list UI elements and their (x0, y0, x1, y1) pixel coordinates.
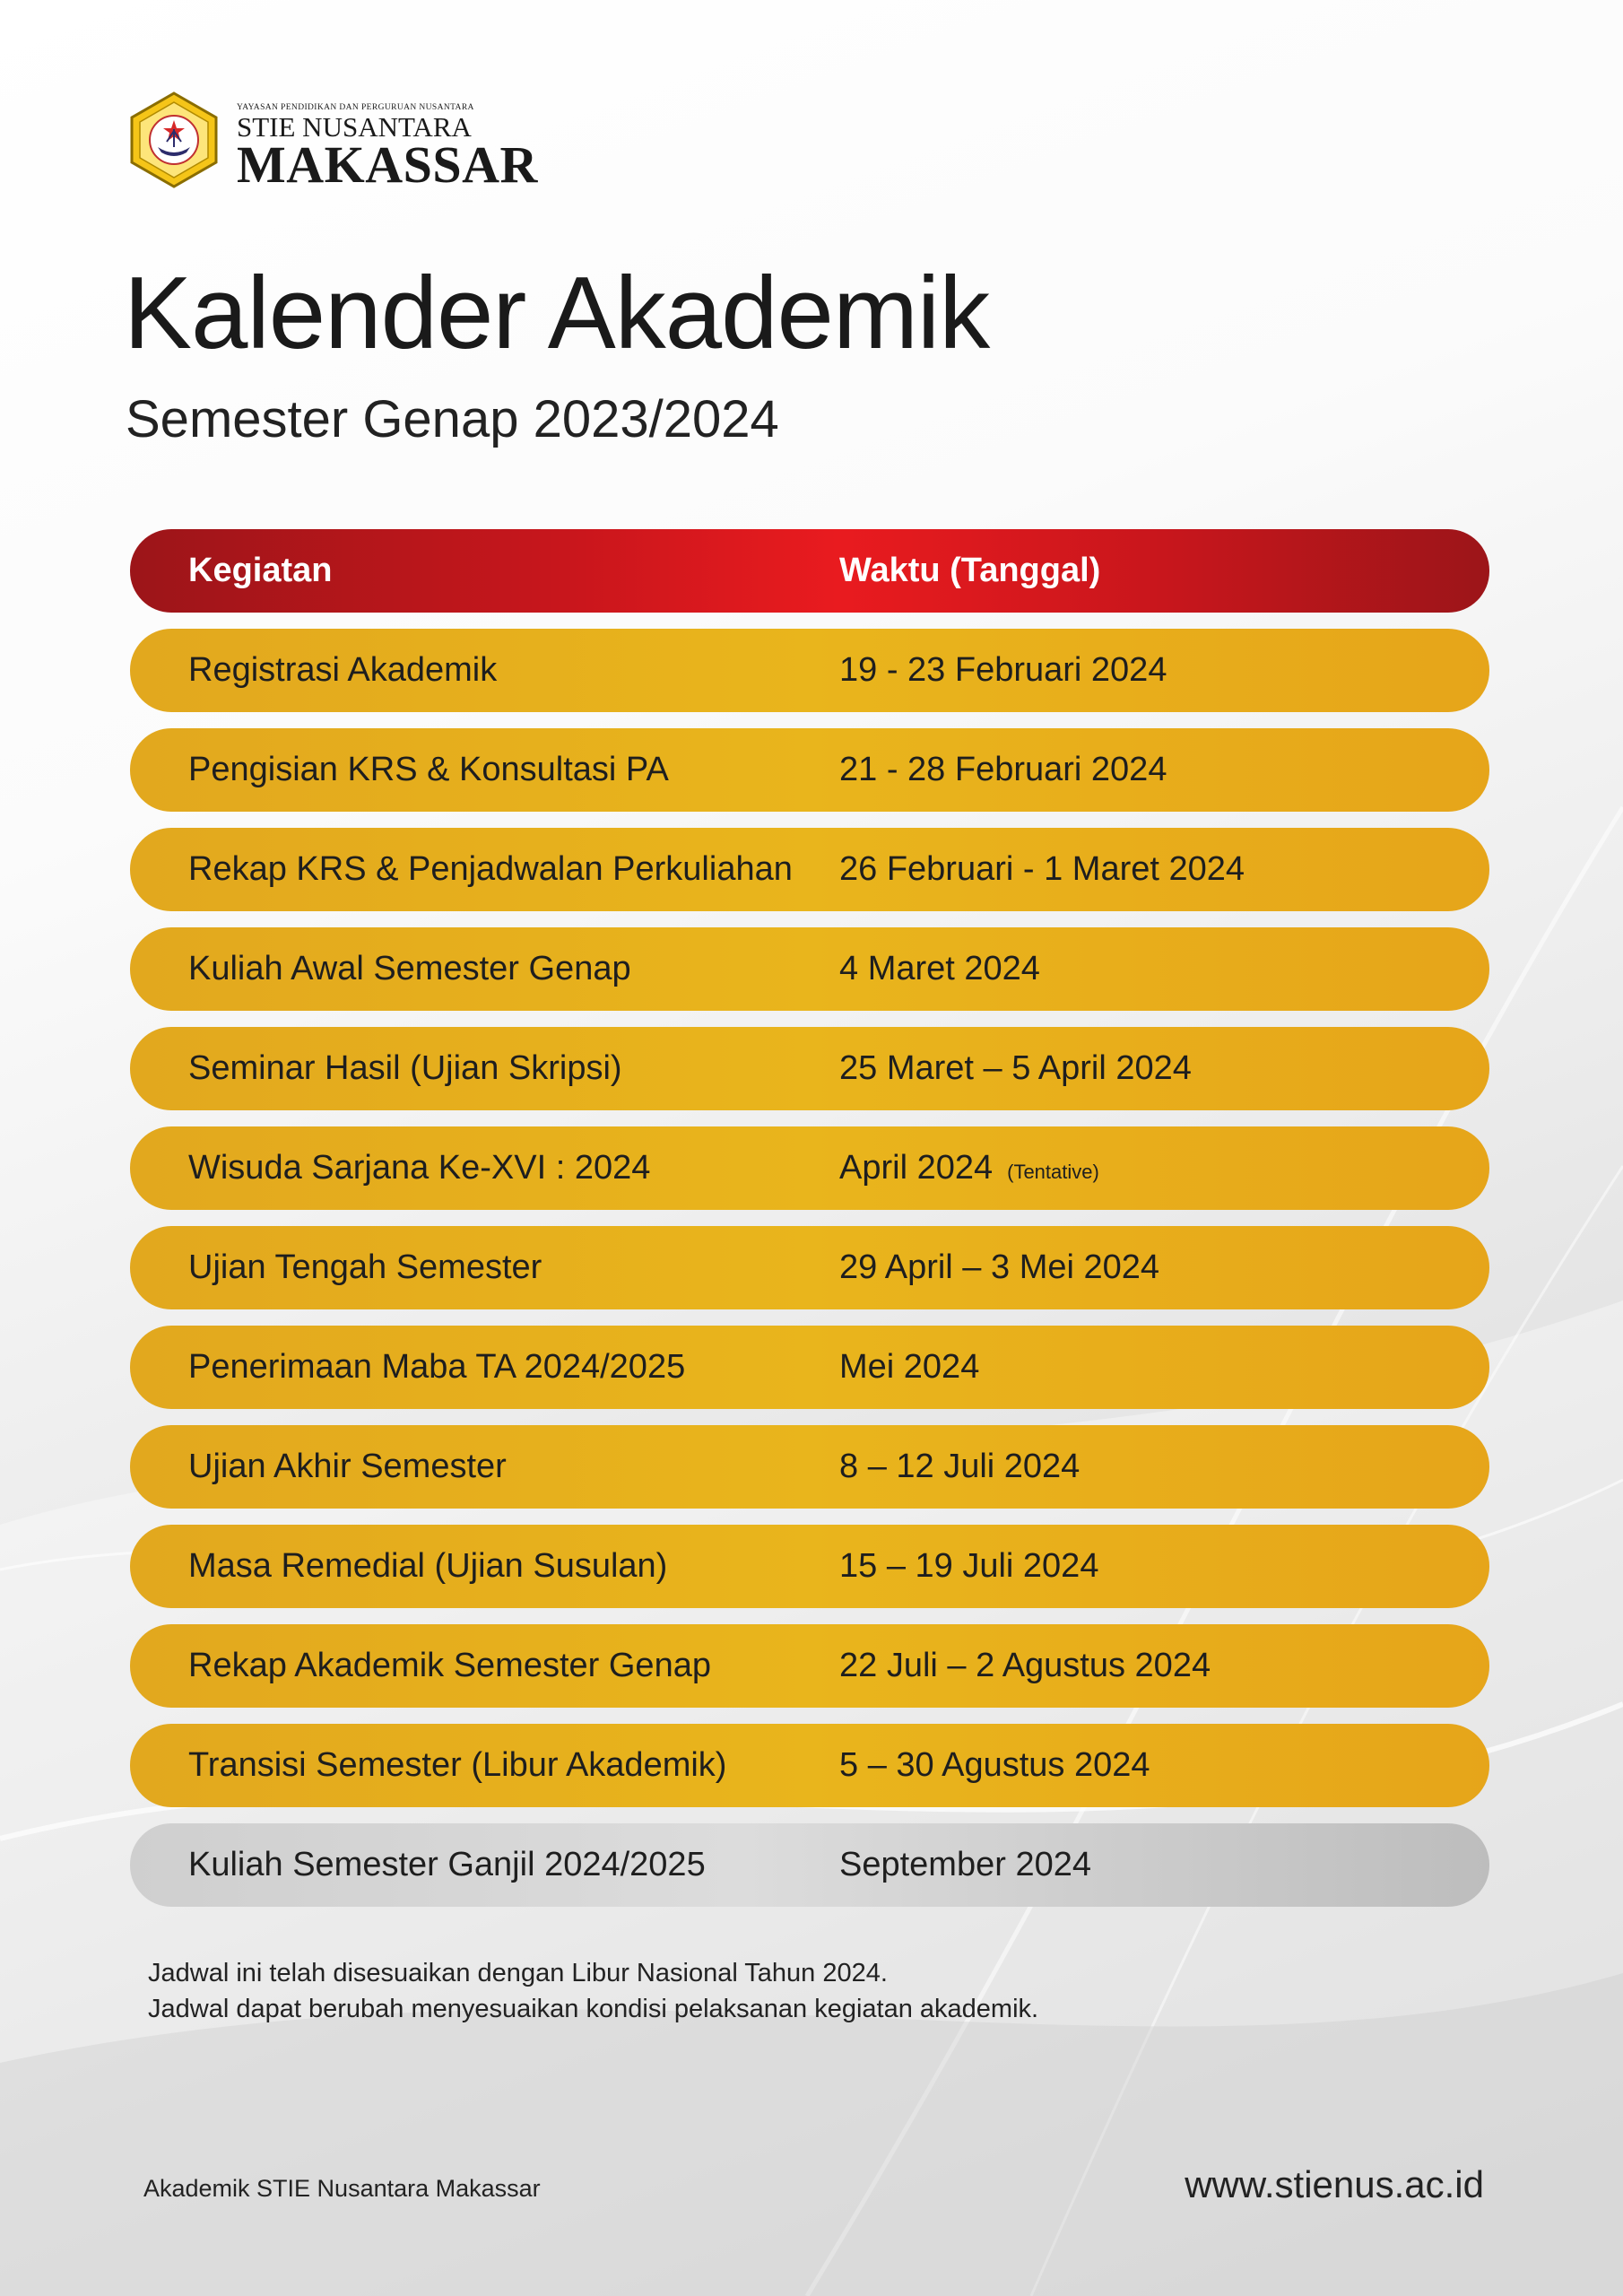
row-date: 22 Juli – 2 Agustus 2024 (839, 1647, 1211, 1684)
table-row (130, 927, 1489, 1011)
table-row (130, 1724, 1489, 1807)
row-date: 19 - 23 Februari 2024 (839, 651, 1167, 689)
calendar-table (130, 529, 1489, 1923)
row-date-cell (839, 1149, 1489, 1187)
page-title: Kalender Akademik (124, 257, 990, 370)
table-row (130, 629, 1489, 712)
row-activity: Rekap Akademik Semester Genap (188, 1647, 711, 1684)
logo-foundation-text: YAYASAN PENDIDIKAN DAN PERGURUAN NUSANTARA (237, 103, 474, 112)
note-line: Jadwal dapat berubah menyesuaikan kondisi pelaksanan kegiatan akademik. (148, 1995, 1039, 2023)
table-row (130, 1326, 1489, 1409)
row-date: 5 – 30 Agustus 2024 (839, 1746, 1150, 1784)
table-row (130, 1624, 1489, 1708)
emblem-icon (124, 90, 224, 190)
table-row (130, 1425, 1489, 1509)
row-date: 4 Maret 2024 (839, 950, 1040, 987)
row-activity: Seminar Hasil (Ujian Skripsi) (188, 1049, 622, 1087)
row-activity: Ujian Tengah Semester (188, 1248, 542, 1286)
page-subtitle: Semester Genap 2023/2024 (126, 390, 779, 448)
footer-website: www.stienus.ac.id (1185, 2163, 1484, 2205)
schedule-notes (148, 1955, 1038, 2027)
row-date: September 2024 (839, 1846, 1091, 1883)
row-activity: Transisi Semester (Libur Akademik) (188, 1746, 727, 1784)
logo-line2: MAKASSAR (237, 135, 538, 194)
table-row (130, 828, 1489, 911)
institution-logo (124, 90, 538, 194)
row-date: 15 – 19 Juli 2024 (839, 1547, 1099, 1585)
row-activity: Kuliah Awal Semester Genap (188, 950, 631, 987)
table-row (130, 1525, 1489, 1608)
row-activity: Penerimaan Maba TA 2024/2025 (188, 1348, 686, 1386)
table-row (130, 1226, 1489, 1309)
header-activity: Kegiatan (188, 552, 333, 589)
header-date: Waktu (Tanggal) (839, 552, 1101, 589)
row-activity: Kuliah Semester Ganjil 2024/2025 (188, 1846, 706, 1883)
table-row (130, 1126, 1489, 1210)
row-date: Mei 2024 (839, 1348, 980, 1386)
logo-line1: STIE NUSANTARA (237, 111, 472, 143)
row-activity: Rekap KRS & Penjadwalan Perkuliahan (188, 850, 793, 888)
row-date: April 2024 (839, 1149, 994, 1187)
row-date: 29 April – 3 Mei 2024 (839, 1248, 1160, 1286)
row-activity: Pengisian KRS & Konsultasi PA (188, 751, 669, 788)
row-date: 21 - 28 Februari 2024 (839, 751, 1167, 788)
table-row (130, 728, 1489, 812)
row-activity: Registrasi Akademik (188, 651, 498, 689)
row-activity: Masa Remedial (Ujian Susulan) (188, 1547, 668, 1585)
row-activity: Wisuda Sarjana Ke-XVI : 2024 (188, 1149, 651, 1187)
row-date: 8 – 12 Juli 2024 (839, 1448, 1081, 1485)
table-row (130, 1027, 1489, 1110)
row-date: 26 Februari - 1 Maret 2024 (839, 850, 1245, 888)
row-activity: Ujian Akhir Semester (188, 1448, 507, 1485)
note-line: Jadwal ini telah disesuaikan dengan Libur Nasional Tahun 2024. (148, 1959, 888, 1987)
table-row (130, 1823, 1489, 1907)
tentative-note: (Tentative) (1007, 1161, 1099, 1183)
footer-organization: Akademik STIE Nusantara Makassar (143, 2175, 541, 2202)
row-date: 25 Maret – 5 April 2024 (839, 1049, 1192, 1087)
table-header (130, 529, 1489, 613)
